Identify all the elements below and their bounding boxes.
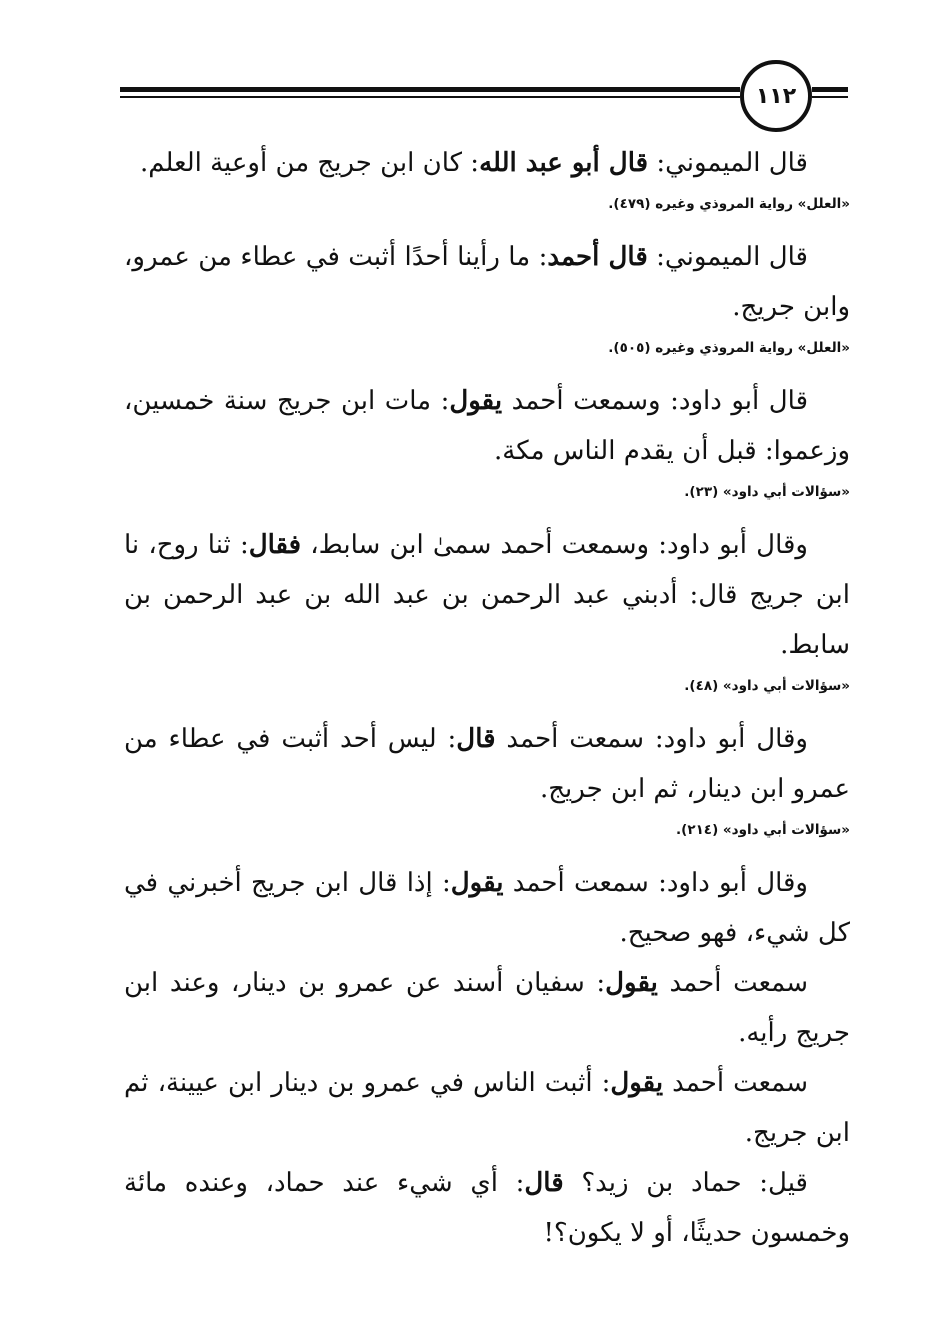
source-citation: «العلل» رواية المروذي وغيره (٥٠٥). (608, 340, 850, 356)
header-rule-thick (120, 87, 740, 92)
header-rule-right-thick (812, 87, 848, 92)
text-run: : ما رأينا أحدًا أثبت في عطاء من عمرو، وابن جريج. (124, 242, 850, 322)
page-number: ١١٢ (755, 83, 797, 109)
text-run: وقال أبو داود: وسمعت أحمد سمىٰ ابن سابط، (301, 530, 808, 560)
bold-phrase: يقول (449, 386, 503, 416)
text-run: : ثنا روح، نا ابن جريج قال: أدبني عبد الرحمن بن عبد الله بن عبد الرحمن بن سابط. (124, 530, 850, 660)
text-run: : مات ابن جريج سنة خمسين، وزعموا: قبل أن يقدم الناس مكة. (124, 386, 850, 466)
bold-phrase: قال (456, 724, 496, 754)
bold-phrase: يقول (605, 968, 658, 998)
text-paragraph (124, 376, 850, 476)
page-header (120, 58, 848, 128)
source-citation: «سؤالات أبي داود» (٢٣). (684, 484, 850, 500)
text-run: : سفيان أسند عن عمرو بن دينار، وعند ابن جريج رأيه. (124, 968, 850, 1048)
page-number-badge (740, 60, 812, 132)
text-paragraph (124, 858, 850, 958)
text-run: وقال أبو داود: سمعت أحمد (503, 868, 808, 898)
source-citation: «سؤالات أبي داود» (٢١٤). (676, 822, 850, 838)
header-rule-right-thin (812, 96, 848, 98)
text-run: سمعت أحمد (657, 968, 808, 998)
bold-phrase: يقول (610, 1068, 664, 1098)
source-citation: «العلل» رواية المروذي وغيره (٤٧٩). (608, 196, 850, 212)
text-paragraph (124, 958, 850, 1058)
text-run: قال الميموني: (648, 148, 808, 178)
bold-phrase: يقول (450, 868, 504, 898)
text-run: قال أبو داود: وسمعت أحمد (502, 386, 809, 416)
text-run: : أي شيء عند حماد، وعنده مائة وخمسون حديثًا، أو لا يكون؟! (124, 1168, 850, 1248)
page-body (124, 138, 850, 1258)
text-run: : إذا قال ابن جريج أخبرني في كل شيء، فهو صحيح. (124, 868, 850, 948)
text-paragraph (124, 1158, 850, 1258)
bold-phrase: قال أحمد (547, 242, 648, 272)
text-run: : كان ابن جريج من أوعية العلم. (139, 148, 480, 178)
text-paragraph (124, 232, 850, 332)
text-run: وقال أبو داود: سمعت أحمد (495, 724, 808, 754)
source-citation: «سؤالات أبي داود» (٤٨). (684, 678, 850, 694)
header-rule-thin (120, 96, 740, 98)
bold-phrase: فقال (248, 530, 302, 560)
bold-phrase: قال أبو عبد الله (479, 148, 649, 178)
text-run: قيل: حماد بن زيد؟ (563, 1168, 808, 1198)
text-run: قال الميموني: (647, 242, 808, 272)
text-paragraph (124, 138, 850, 188)
text-paragraph (124, 714, 850, 814)
text-run: : ليس أحد أثبت في عطاء من عمرو ابن دينار، ثم ابن جريج. (124, 724, 850, 804)
text-run: : أثبت الناس في عمرو بن دينار ابن عيينة، ثم ابن جريج. (124, 1068, 850, 1148)
bold-phrase: قال (524, 1168, 564, 1198)
text-paragraph (124, 1058, 850, 1158)
text-run: سمعت أحمد (663, 1068, 808, 1098)
text-paragraph (124, 520, 850, 670)
